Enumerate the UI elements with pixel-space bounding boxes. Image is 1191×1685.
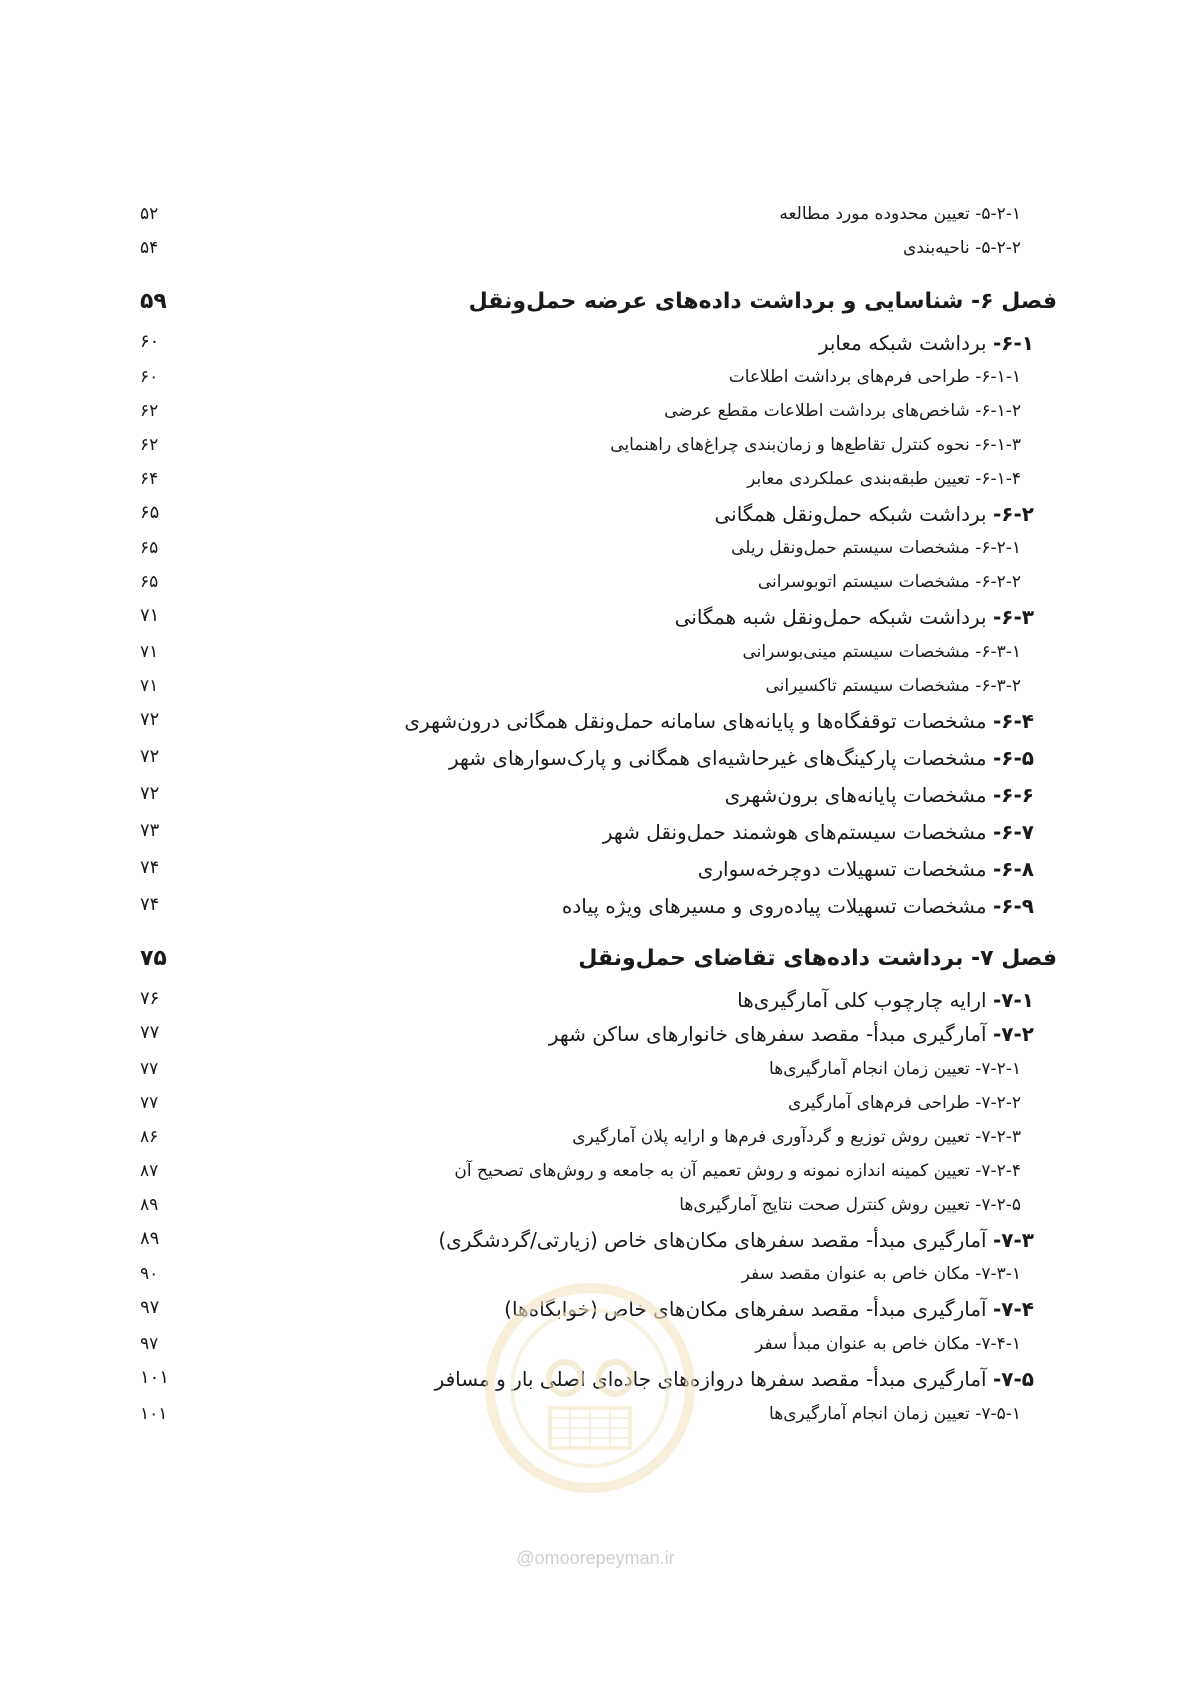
toc-entry-text: تعیین محدوده مورد مطالعه: [779, 204, 976, 224]
toc-entry-title: [725, 783, 1034, 807]
toc-entry-text: ناحیه‌بندی: [903, 238, 976, 258]
toc-page-number: ۶۰: [140, 331, 160, 352]
toc-entry-title: [729, 367, 1021, 387]
toc-entry-code: ۷-۴-۱-: [975, 1334, 1021, 1354]
toc-entry-text: مشخصات توقفگاه‌ها و پایانه‌های سامانه حمل‌ونقل همگانی درون‌شهری: [404, 709, 993, 733]
toc-entry-title: [404, 709, 1034, 733]
toc-page-number: ۱۰۱: [140, 1404, 168, 1424]
toc-entry-title: [675, 605, 1034, 629]
toc-entry-title: [698, 857, 1034, 881]
toc-entry-code: ۶-۳-۱-: [975, 642, 1021, 662]
toc-page-number: ۷۳: [140, 820, 160, 841]
toc-entry-code: ۶-۲-: [992, 502, 1034, 526]
toc-page-number: ۹۰: [140, 1264, 159, 1284]
toc-page-number: ۷۴: [140, 857, 160, 878]
toc-entry-text: ارایه چارچوب کلی آمارگیری‌ها: [737, 988, 993, 1012]
toc-entry-text: تعیین روش کنترل صحت نتایج آمارگیری‌ها: [679, 1195, 976, 1215]
toc-entry-code: ۶-۲-۱-: [975, 538, 1021, 558]
toc-entry-code: ۷-۵-۱-: [975, 1404, 1021, 1424]
toc-entry-text: آمارگیری مبدأ- مقصد سفرهای خانوارهای ساکن شهر: [548, 1022, 993, 1046]
toc-entry-code: ۷-۳-: [992, 1228, 1034, 1252]
toc-entry-title: [562, 894, 1034, 918]
toc-page-number: ۶۴: [140, 469, 159, 489]
toc-entry-code: ۶-۶-: [992, 783, 1034, 807]
toc-page-number: ۵۲: [140, 204, 159, 224]
toc-page-number: ۸۹: [140, 1195, 159, 1215]
toc-page-number: ۷۱: [140, 605, 160, 626]
toc-entry-text: آمارگیری مبدأ- مقصد سفرهای مکان‌های خاص (زیارتی/گردشگری): [438, 1228, 993, 1252]
toc-entry-text: طراحی فرم‌های آمارگیری: [788, 1093, 976, 1113]
toc-entry-title: [766, 676, 1021, 696]
toc-entry-text: برداشت داده‌های تقاضای حمل‌ونقل: [578, 946, 972, 971]
toc-entry-title: [603, 820, 1034, 844]
toc-entry-text: برداشت شبکه حمل‌ونقل شبه همگانی: [674, 605, 993, 629]
toc-page-number: ۷۴: [140, 894, 160, 915]
toc-entry-title: [779, 204, 1021, 224]
toc-entry-title: [769, 1059, 1021, 1079]
toc-entry-code: ۵-۲-۱-: [975, 204, 1021, 224]
toc-page-number: ۶۰: [140, 367, 159, 387]
toc-page-number: ۷۷: [140, 1022, 160, 1043]
watermark-logo: [480, 1258, 700, 1518]
toc-entry-code: ۶-۲-۲-: [975, 572, 1021, 592]
toc-page-number: ۶۲: [140, 435, 159, 455]
toc-chapter-title: [578, 946, 1057, 971]
toc-entry-title: [758, 572, 1021, 592]
toc-page-number: ۷۱: [140, 642, 159, 662]
toc-entry-title: [747, 469, 1021, 489]
toc-entry-code: ۷-۲-۴-: [975, 1161, 1021, 1181]
toc-entry-code: ۶-۱-۴-: [975, 469, 1021, 489]
toc-page-number: ۵۹: [140, 289, 167, 314]
toc-entry-code: ۶-۳-۲-: [975, 676, 1021, 696]
toc-entry-code: ۷-۱-: [992, 988, 1034, 1012]
toc-page-number: ۷۲: [140, 783, 160, 804]
toc-page-number: ۵۴: [140, 238, 159, 258]
toc-entry-text: تعیین کمینه اندازه نمونه و روش تعمیم آن به جامعه و روش‌های تصحیح آن: [454, 1161, 976, 1181]
toc-page-number: ۷۵: [140, 946, 167, 971]
toc-entry-title: [788, 1093, 1021, 1113]
toc-page-number: ۸۷: [140, 1161, 159, 1181]
toc-page-number: ۶۵: [140, 502, 160, 523]
toc-entry-code: فصل ۷-: [971, 946, 1057, 971]
toc-page-number: ۶۵: [140, 572, 159, 592]
toc-entry-code: ۶-۱-۲-: [975, 401, 1021, 421]
toc-entry-text: مشخصات سیستم‌های هوشمند حمل‌ونقل شهر: [602, 820, 993, 844]
toc-entry-code: ۶-۱-: [992, 331, 1034, 355]
toc-entry-title: [449, 746, 1034, 770]
toc-entry-title: [743, 642, 1021, 662]
toc-entry-title: [664, 401, 1021, 421]
toc-entry-text: برداشت شبکه حمل‌ونقل همگانی: [714, 502, 993, 526]
toc-entry-code: ۷-۲-۳-: [975, 1127, 1021, 1147]
toc-entry-text: تعیین زمان انجام آمارگیری‌ها: [769, 1404, 976, 1424]
toc-page-number: ۸۶: [140, 1127, 159, 1147]
toc-entry-text: نحوه کنترل تقاطع‌ها و زمان‌بندی چراغ‌های راهنمایی: [610, 435, 976, 455]
toc-entry-text: طراحی فرم‌های برداشت اطلاعات: [728, 367, 976, 387]
toc-page-number: ۹۷: [140, 1297, 160, 1318]
toc-entry-text: مکان خاص به عنوان مبدأ سفر: [755, 1334, 976, 1354]
toc-chapter-title: [469, 289, 1057, 314]
toc-page-number: ۷۲: [140, 709, 160, 730]
toc-entry-code: ۶-۳-: [992, 605, 1034, 629]
toc-entry-code: ۷-۵-: [992, 1367, 1034, 1391]
toc-entry-code: ۷-۲-۵-: [975, 1195, 1021, 1215]
toc-page-number: ۷۱: [140, 676, 159, 696]
toc-entry-text: تعیین زمان انجام آمارگیری‌ها: [769, 1059, 976, 1079]
toc-entry-code: ۷-۲-: [992, 1022, 1034, 1046]
toc-entry-text: تعیین طبقه‌بندی عملکردی معابر: [747, 469, 976, 489]
toc-entry-code: ۷-۳-۱-: [975, 1264, 1021, 1284]
toc-entry-code: ۶-۱-۱-: [975, 367, 1021, 387]
toc-page-number: ۹۷: [140, 1334, 159, 1354]
toc-entry-title: [438, 1228, 1034, 1252]
toc-page-number: ۷۷: [140, 1059, 159, 1079]
toc-entry-text: تعیین روش توزیع و گردآوری فرم‌ها و ارایه پلان آمارگیری: [572, 1127, 976, 1147]
toc-page-number: ۷۶: [140, 988, 160, 1009]
toc-entry-text: مشخصات سیستم تاکسیرانی: [765, 676, 976, 696]
toc-entry-text: شناسایی و برداشت داده‌های عرضه حمل‌ونقل: [468, 289, 972, 314]
toc-entry-code: ۶-۱-۳-: [975, 435, 1021, 455]
toc-entry-title: [769, 1404, 1021, 1424]
toc-page-number: ۶۵: [140, 538, 159, 558]
toc-entry-title: [572, 1127, 1021, 1147]
toc-entry-title: [903, 238, 1021, 258]
toc-entry-code: ۵-۲-۲-: [975, 238, 1021, 258]
toc-entry-code: فصل ۶-: [971, 289, 1057, 314]
toc-page-number: ۶۲: [140, 401, 159, 421]
toc-entry-text: مشخصات تسهیلات دوچرخه‌سواری: [697, 857, 993, 881]
toc-entry-text: مشخصات پایانه‌های برون‌شهری: [724, 783, 993, 807]
toc-entry-code: ۶-۴-: [992, 709, 1034, 733]
toc-entry-title: [742, 1264, 1021, 1284]
toc-entry-code: ۶-۷-: [992, 820, 1034, 844]
toc-page-number: ۸۹: [140, 1228, 160, 1249]
toc-entry-code: ۶-۸-: [992, 857, 1034, 881]
toc-entry-title: [714, 502, 1034, 526]
watermark-text: @omoorepeyman.ir: [516, 1548, 675, 1568]
toc-entry-title: [454, 1161, 1021, 1181]
toc-entry-text: مشخصات تسهیلات پیاده‌روی و مسیرهای ویژه پیاده: [561, 894, 993, 918]
toc-entry-text: مشخصات سیستم اتوبوسرانی: [757, 572, 976, 592]
toc-entry-text: مکان خاص به عنوان مقصد سفر: [741, 1264, 976, 1284]
toc-entry-code: ۷-۲-۱-: [975, 1059, 1021, 1079]
toc-entry-title: [549, 1022, 1034, 1046]
toc-entry-title: [819, 331, 1034, 355]
toc-entry-title: [679, 1195, 1021, 1215]
toc-entry-code: ۶-۹-: [992, 894, 1034, 918]
toc-entry-title: [755, 1334, 1021, 1354]
toc-entry-text: شاخص‌های برداشت اطلاعات مقطع عرضی: [664, 401, 976, 421]
toc-entry-text: برداشت شبکه معابر: [818, 331, 993, 355]
toc-page-number: ۱۰۱: [140, 1367, 170, 1388]
toc-entry-code: ۷-۲-۲-: [975, 1093, 1021, 1113]
toc-entry-text: آمارگیری مبدأ- مقصد سفرها دروازه‌های جاده‌ای اصلی بار و مسافر: [434, 1367, 993, 1391]
toc-entry-text: آمارگیری مبدأ- مقصد سفرهای مکان‌های خاص (خوابگاه‌ها): [504, 1297, 993, 1321]
toc-page-number: ۷۷: [140, 1093, 159, 1113]
toc-entry-text: مشخصات سیستم حمل‌ونقل ریلی: [731, 538, 976, 558]
toc-page-number: ۷۲: [140, 746, 160, 767]
toc-entry-text: مشخصات سیستم مینی‌بوسرانی: [742, 642, 976, 662]
toc-entry-code: ۶-۵-: [992, 746, 1034, 770]
toc-entry-text: مشخصات پارکینگ‌های غیرحاشیه‌ای همگانی و پارک‌سوارهای شهر: [448, 746, 993, 770]
toc-entry-code: ۷-۴-: [992, 1297, 1034, 1321]
toc-entry-title: [737, 988, 1034, 1012]
toc-entry-title: [731, 538, 1021, 558]
toc-entry-title: [610, 435, 1021, 455]
